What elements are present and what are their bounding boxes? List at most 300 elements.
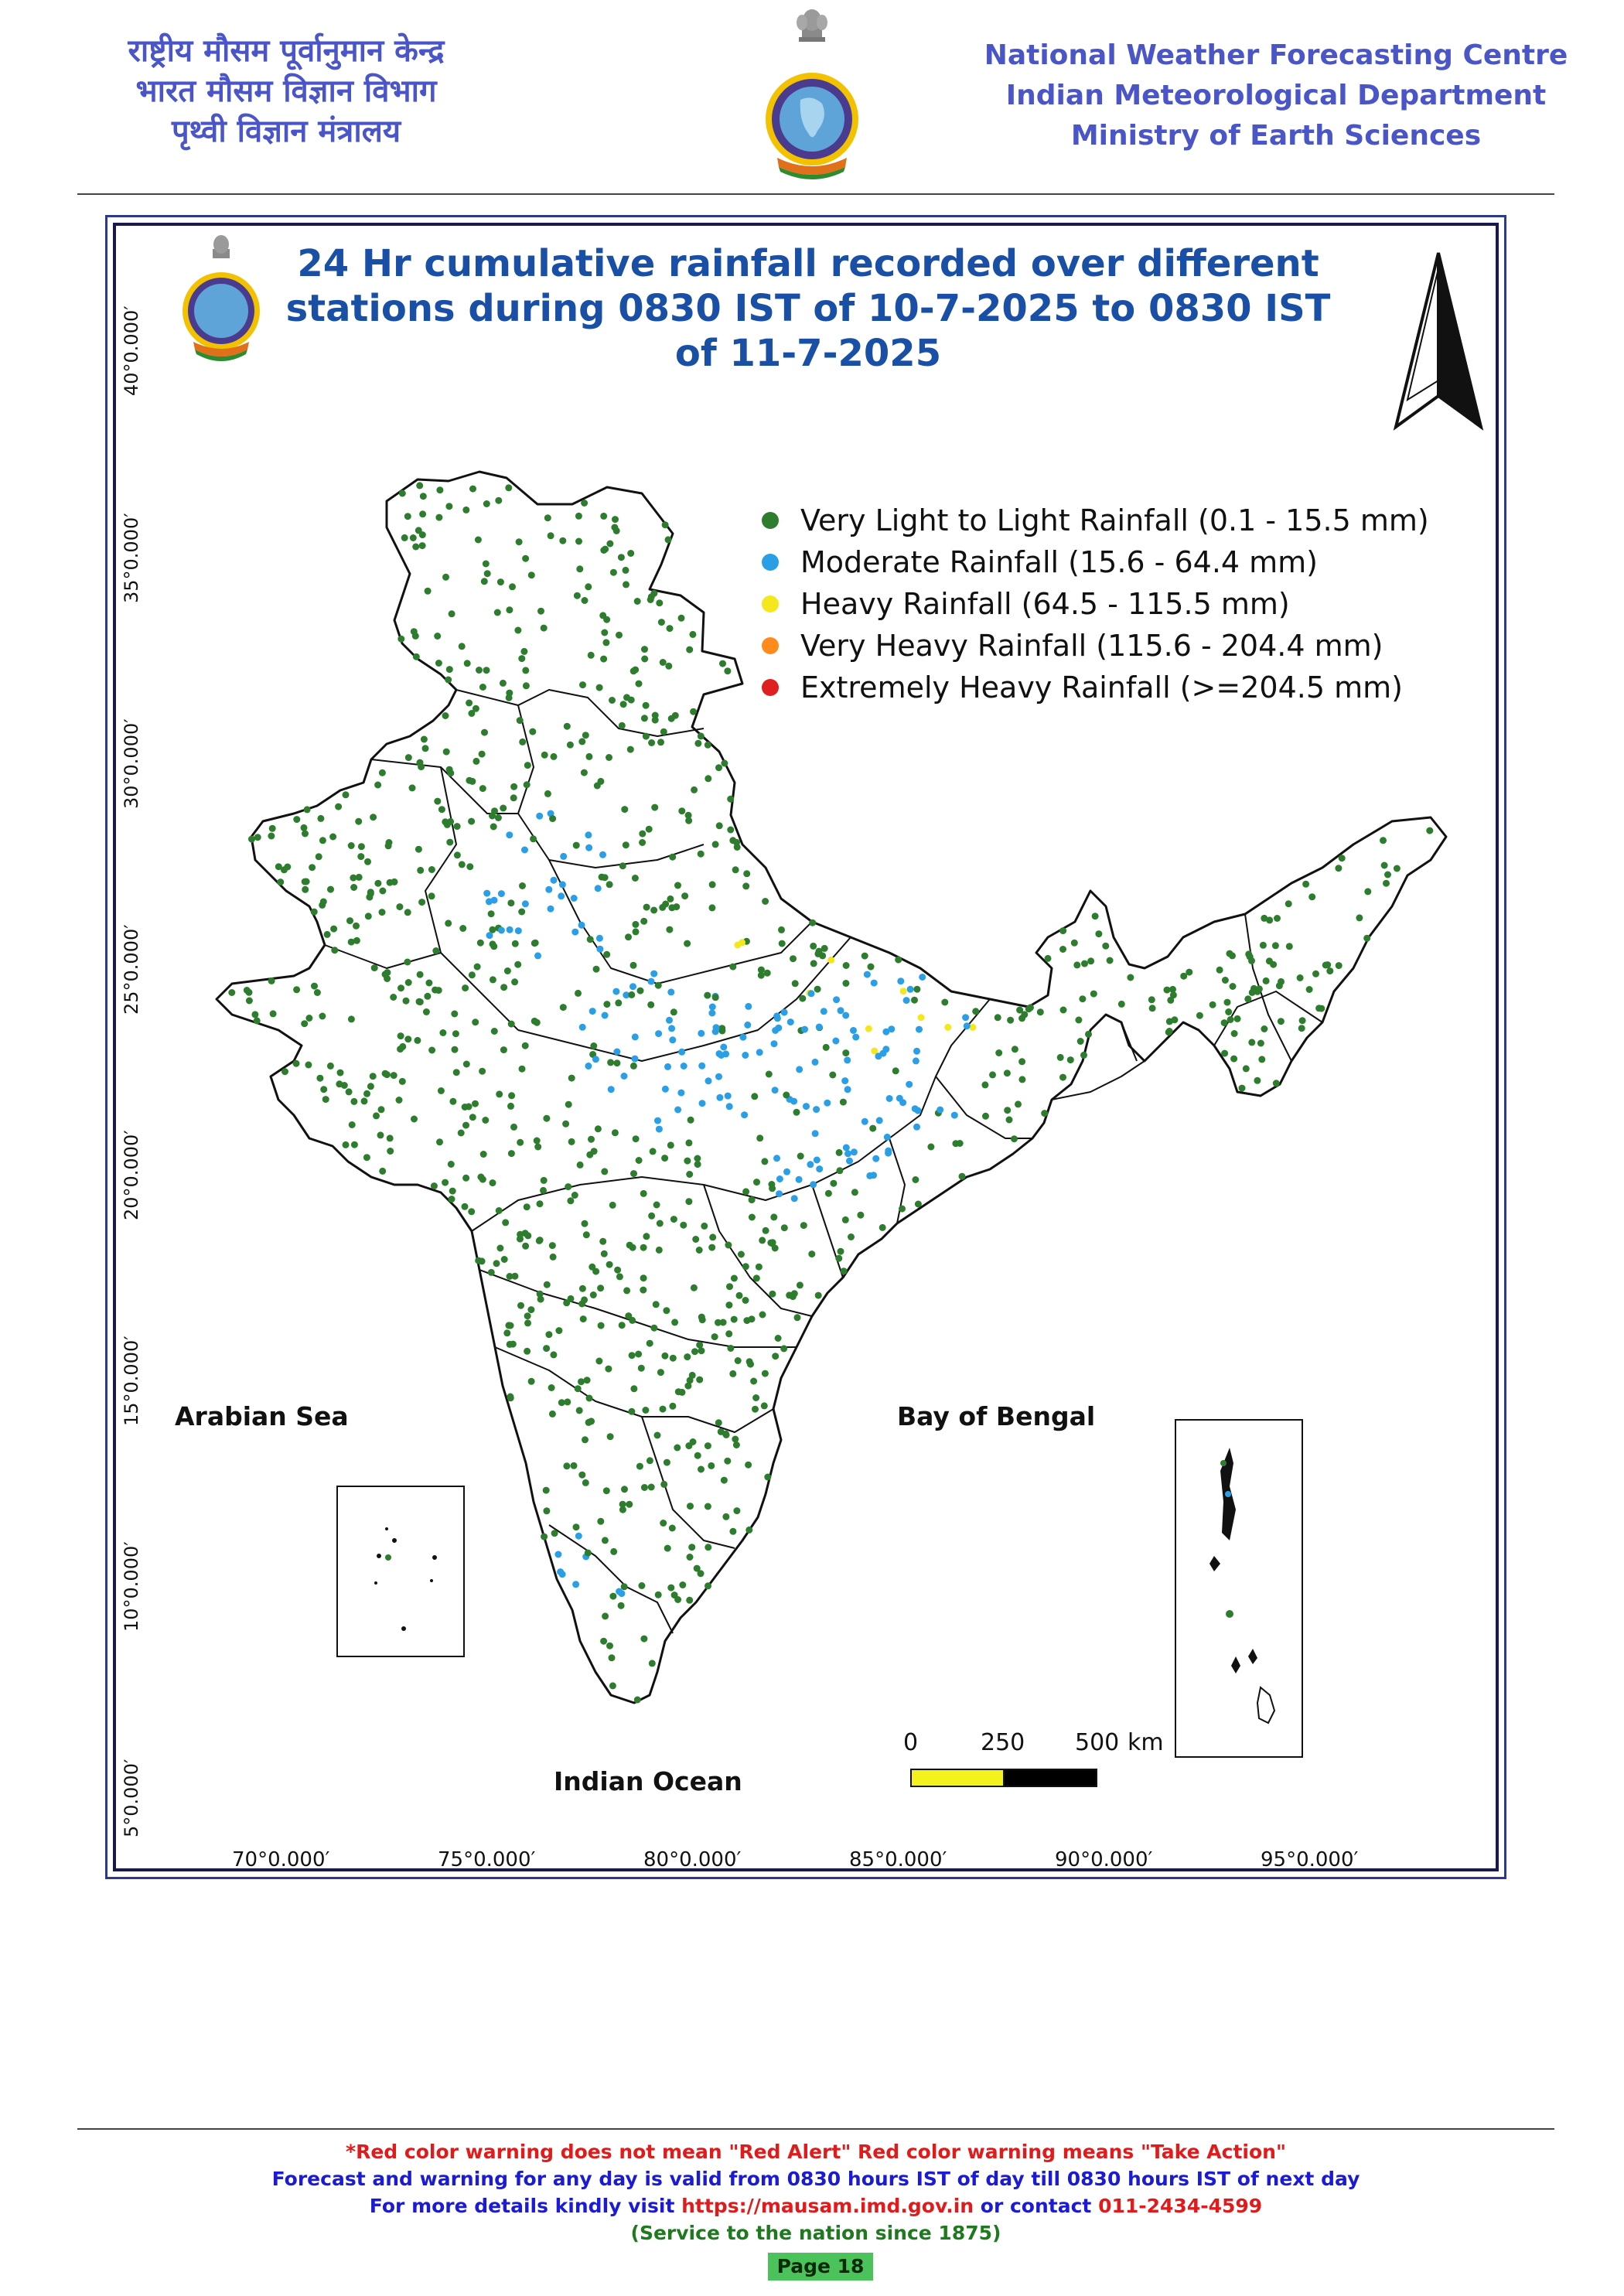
- station-point: [809, 919, 816, 926]
- station-point: [647, 1340, 653, 1347]
- station-point: [691, 1348, 698, 1355]
- station-point: [713, 1024, 720, 1031]
- station-point: [496, 1207, 503, 1214]
- station-point: [669, 854, 676, 861]
- station-point: [592, 1056, 599, 1063]
- station-point: [684, 1353, 691, 1360]
- station-point: [1092, 913, 1099, 919]
- station-point: [405, 979, 412, 986]
- station-point: [763, 1227, 769, 1234]
- station-point: [1171, 1016, 1178, 1023]
- station-point: [348, 1015, 355, 1022]
- bay-of-bengal-label: Bay of Bengal: [897, 1401, 1096, 1431]
- station-point: [1272, 942, 1279, 949]
- station-point: [371, 964, 378, 971]
- station-point: [585, 753, 592, 760]
- station-point: [694, 1452, 701, 1459]
- station-point: [599, 1238, 606, 1245]
- station-point: [379, 909, 386, 916]
- lon-label-70: 70°0.000′: [232, 1848, 330, 1871]
- station-point: [639, 831, 646, 838]
- station-point: [613, 1059, 620, 1066]
- footer-warning-line: *Red color warning does not mean "Red Alert" Red color warning means "Take Action": [346, 2141, 1286, 2163]
- station-point: [311, 909, 318, 916]
- station-point: [750, 1378, 757, 1385]
- station-point: [277, 878, 284, 885]
- station-point: [314, 989, 321, 996]
- station-point: [1299, 1017, 1306, 1024]
- station-point: [871, 980, 878, 987]
- station-point: [449, 1196, 455, 1203]
- station-point: [378, 1106, 385, 1113]
- station-point: [419, 542, 426, 549]
- station-point: [696, 1342, 703, 1349]
- station-point: [912, 1176, 919, 1183]
- station-point: [578, 1301, 585, 1308]
- station-point: [574, 592, 581, 599]
- station-point: [629, 1352, 636, 1359]
- station-point: [1380, 837, 1387, 844]
- scale-tick-0: 0: [903, 1729, 919, 1756]
- station-point: [756, 1264, 763, 1271]
- station-point: [575, 513, 582, 520]
- station-point: [442, 712, 449, 719]
- station-point: [534, 1019, 541, 1026]
- station-point: [842, 1049, 849, 1056]
- station-point: [353, 923, 360, 930]
- station-point: [701, 1223, 708, 1230]
- station-point: [841, 1267, 848, 1274]
- station-point: [582, 1220, 589, 1227]
- station-point: [409, 784, 416, 791]
- station-point: [399, 1078, 406, 1085]
- station-point: [353, 937, 360, 944]
- station-point: [667, 625, 674, 632]
- station-point: [814, 1157, 821, 1164]
- station-point: [348, 842, 355, 849]
- station-point: [531, 940, 538, 947]
- station-point: [491, 897, 498, 904]
- station-point: [1248, 1039, 1255, 1046]
- station-point: [731, 1316, 738, 1323]
- station-point: [687, 1117, 694, 1124]
- station-point: [438, 806, 445, 813]
- station-point: [609, 1593, 616, 1600]
- station-point: [479, 751, 486, 758]
- station-point: [1060, 1007, 1067, 1014]
- station-point: [869, 1125, 876, 1132]
- station-point: [548, 1384, 555, 1391]
- station-point: [618, 1602, 625, 1609]
- station-point: [698, 1063, 705, 1070]
- station-point: [584, 1377, 591, 1383]
- station-point: [790, 955, 797, 962]
- station-point: [698, 1314, 705, 1321]
- title-line-3: of 11-7-2025: [674, 332, 942, 375]
- station-point: [685, 817, 692, 824]
- station-point: [704, 992, 711, 999]
- station-point: [490, 1179, 496, 1186]
- lon-label-80: 80°0.000′: [643, 1848, 742, 1871]
- station-point: [758, 972, 765, 979]
- station-point: [507, 1273, 513, 1280]
- station-point: [1149, 1005, 1156, 1012]
- station-point: [670, 1355, 677, 1362]
- station-point: [522, 900, 529, 907]
- footer-divider: [77, 2128, 1554, 2130]
- station-point: [327, 886, 334, 893]
- station-point: [650, 907, 657, 914]
- station-point: [1383, 880, 1390, 887]
- station-point: [549, 1411, 556, 1418]
- station-point: [648, 1213, 655, 1220]
- station-point: [548, 532, 554, 539]
- station-point: [1335, 865, 1342, 872]
- station-point: [459, 643, 466, 650]
- station-point: [602, 1012, 609, 1019]
- station-point: [661, 1155, 668, 1162]
- station-point: [479, 684, 486, 691]
- red-dot-icon: [762, 679, 779, 696]
- station-point: [575, 1385, 582, 1392]
- station-point: [497, 578, 504, 585]
- station-point: [733, 839, 740, 846]
- station-point: [638, 1365, 645, 1372]
- station-point: [636, 681, 643, 687]
- station-point: [551, 753, 558, 760]
- station-point: [735, 1357, 742, 1364]
- station-point: [732, 1436, 739, 1443]
- station-point: [764, 1474, 771, 1481]
- station-point: [379, 769, 386, 776]
- station-point: [636, 1463, 643, 1470]
- station-point: [377, 1131, 384, 1138]
- lat-label-30: 30°0.000′: [121, 718, 142, 809]
- station-point: [1127, 974, 1134, 981]
- station-point: [1278, 1018, 1285, 1025]
- station-point: [387, 1134, 394, 1141]
- station-point: [496, 1090, 503, 1097]
- station-point: [897, 977, 904, 984]
- station-point: [350, 884, 357, 891]
- station-point: [643, 702, 650, 709]
- station-point: [560, 1004, 567, 1011]
- legend-label: Moderate Rainfall (15.6 - 64.4 mm): [800, 545, 1319, 579]
- station-point: [562, 1121, 569, 1128]
- station-point: [615, 999, 622, 1006]
- station-point: [351, 1141, 358, 1148]
- station-point: [1381, 862, 1388, 869]
- station-point: [483, 667, 490, 674]
- station-point: [269, 825, 276, 832]
- station-point: [284, 864, 291, 871]
- station-point: [1266, 957, 1273, 964]
- station-point: [585, 1419, 592, 1426]
- station-point: [500, 805, 507, 812]
- station-point: [582, 1436, 589, 1443]
- station-point: [663, 1307, 670, 1314]
- station-point: [588, 652, 595, 659]
- station-point: [442, 1179, 449, 1186]
- station-point: [708, 904, 715, 911]
- station-point: [468, 710, 475, 717]
- station-point: [302, 831, 309, 838]
- station-point: [649, 1660, 656, 1667]
- station-point: [648, 1484, 655, 1491]
- station-point: [982, 1113, 989, 1120]
- station-point: [912, 1105, 919, 1112]
- station-point: [861, 1118, 868, 1125]
- station-point: [587, 936, 594, 943]
- station-point: [937, 1107, 943, 1114]
- station-point: [446, 839, 453, 846]
- station-point: [518, 655, 525, 662]
- station-point: [517, 1139, 524, 1146]
- station-point: [813, 1106, 820, 1113]
- station-point: [851, 1189, 858, 1196]
- station-point: [712, 841, 719, 848]
- orange-dot-icon: [762, 637, 779, 654]
- station-point: [501, 1256, 508, 1263]
- station-point: [571, 895, 578, 902]
- station-point: [462, 1203, 469, 1210]
- station-point: [727, 1345, 734, 1352]
- station-point: [884, 1134, 891, 1141]
- station-point: [1227, 950, 1233, 957]
- station-point: [494, 609, 501, 616]
- station-point: [519, 1066, 526, 1073]
- station-point: [627, 550, 634, 557]
- station-point: [544, 1281, 551, 1288]
- station-point: [779, 940, 786, 947]
- station-point: [436, 486, 443, 493]
- station-point: [741, 1111, 748, 1118]
- footer-contact-pre: For more details kindly visit: [369, 2195, 682, 2217]
- station-point: [476, 667, 483, 674]
- station-point: [1278, 978, 1285, 985]
- station-point: [1057, 1054, 1064, 1061]
- station-point: [638, 1582, 645, 1589]
- station-point: [957, 1140, 964, 1147]
- station-point: [435, 514, 442, 521]
- station-point: [537, 1237, 544, 1244]
- station-point: [560, 853, 567, 860]
- station-point: [832, 1038, 839, 1045]
- station-point: [327, 1063, 334, 1070]
- station-point: [488, 910, 495, 917]
- station-point: [830, 1180, 837, 1187]
- station-point: [651, 804, 658, 811]
- station-point: [800, 1222, 807, 1229]
- legend-label: Very Light to Light Rainfall (0.1 - 15.5 mm): [800, 503, 1429, 537]
- station-point: [293, 986, 300, 993]
- yellow-dot-icon: [762, 595, 779, 612]
- station-point: [630, 1063, 637, 1070]
- station-point: [827, 957, 834, 964]
- station-point: [616, 1588, 623, 1595]
- station-point: [691, 1284, 698, 1291]
- station-point: [640, 1636, 647, 1643]
- station-point: [1186, 969, 1192, 976]
- station-point: [670, 1216, 677, 1223]
- station-point: [678, 1049, 685, 1056]
- station-point: [573, 1523, 580, 1530]
- station-point: [620, 701, 627, 708]
- english-line-1: National Weather Forecasting Centre: [984, 39, 1568, 71]
- station-point: [350, 875, 357, 882]
- station-point: [1225, 1008, 1232, 1015]
- station-point: [879, 1224, 886, 1231]
- station-point: [752, 1394, 759, 1401]
- station-point: [1059, 946, 1066, 953]
- station-point: [564, 723, 571, 730]
- station-point: [634, 1697, 641, 1704]
- station-point: [696, 1247, 703, 1254]
- station-point: [451, 1011, 458, 1018]
- station-point: [722, 1513, 729, 1520]
- station-point: [534, 952, 541, 959]
- station-point: [558, 892, 565, 899]
- station-point: [989, 1071, 996, 1078]
- station-point: [749, 1196, 756, 1203]
- station-point: [1322, 962, 1329, 969]
- station-point: [745, 1003, 752, 1010]
- station-point: [781, 1009, 788, 1016]
- station-point: [660, 1481, 667, 1488]
- station-point: [522, 1243, 529, 1250]
- station-point: [370, 814, 377, 820]
- station-point: [268, 977, 275, 984]
- station-point: [674, 1596, 681, 1603]
- station-point: [1087, 957, 1094, 964]
- station-point: [425, 588, 432, 595]
- station-point: [490, 940, 496, 947]
- station-point: [434, 633, 441, 640]
- station-point: [507, 926, 513, 933]
- station-point: [692, 1236, 699, 1243]
- station-point: [665, 663, 672, 670]
- station-point: [1221, 1019, 1228, 1026]
- lakshadweep-inset: [337, 1486, 464, 1656]
- station-point: [510, 1341, 517, 1348]
- station-point: [589, 1264, 595, 1271]
- station-point: [1037, 1008, 1044, 1015]
- station-point: [316, 853, 322, 860]
- station-point: [364, 858, 371, 865]
- station-point: [601, 1168, 608, 1175]
- station-point: [472, 1018, 479, 1025]
- station-point: [541, 625, 548, 632]
- station-point: [787, 1018, 794, 1025]
- station-point: [739, 939, 745, 946]
- station-point: [609, 1682, 616, 1689]
- station-point: [503, 1329, 510, 1336]
- station-point: [650, 1325, 657, 1332]
- station-point: [597, 1284, 604, 1291]
- station-point: [643, 733, 650, 740]
- station-point: [1148, 996, 1155, 1003]
- station-point: [304, 806, 311, 813]
- legend-label: Very Heavy Rainfall (115.6 - 204.4 mm): [800, 629, 1383, 663]
- station-point: [1308, 893, 1315, 900]
- station-point: [1258, 1056, 1265, 1063]
- station-point: [479, 1257, 486, 1264]
- station-point: [365, 913, 372, 919]
- station-point: [396, 1097, 403, 1104]
- station-point: [469, 778, 476, 785]
- station-point: [833, 996, 840, 1003]
- station-point: [667, 896, 674, 902]
- station-point: [742, 882, 749, 889]
- station-point: [616, 632, 623, 639]
- station-point: [1257, 1040, 1264, 1047]
- station-point: [483, 890, 490, 897]
- station-point: [445, 503, 452, 510]
- station-point: [675, 1388, 682, 1395]
- station-point: [522, 667, 529, 674]
- station-point: [319, 1013, 326, 1020]
- station-point: [491, 1028, 498, 1035]
- station-point: [844, 1086, 851, 1093]
- lat-label-5: 5°0.000′: [121, 1759, 142, 1837]
- station-point: [705, 1582, 711, 1589]
- station-point: [1239, 1085, 1246, 1092]
- station-point: [1007, 1017, 1014, 1024]
- station-point: [420, 493, 427, 500]
- station-point: [610, 1548, 617, 1555]
- station-point: [581, 500, 588, 507]
- station-point: [749, 1315, 756, 1322]
- station-point: [681, 892, 688, 899]
- station-point: [509, 583, 516, 590]
- station-point: [694, 1161, 701, 1168]
- station-point: [640, 1244, 647, 1251]
- station-point: [527, 1306, 534, 1313]
- station-point: [1426, 827, 1433, 834]
- station-point: [449, 610, 455, 617]
- station-point: [548, 906, 554, 913]
- station-point: [597, 1518, 604, 1525]
- station-point: [472, 1100, 479, 1107]
- station-point: [370, 1073, 377, 1080]
- station-point: [747, 1361, 754, 1368]
- station-point: [705, 1442, 711, 1449]
- station-point: [585, 1550, 592, 1557]
- station-point: [944, 1024, 951, 1031]
- footer-website-link[interactable]: https://mausam.imd.gov.in: [681, 2195, 974, 2217]
- station-point: [725, 1330, 732, 1337]
- station-point: [567, 1197, 574, 1204]
- station-point: [1302, 881, 1309, 888]
- station-point: [508, 1092, 515, 1099]
- station-point: [428, 892, 435, 899]
- station-point: [709, 1233, 716, 1240]
- station-point: [1018, 1058, 1025, 1065]
- station-point: [808, 1250, 815, 1257]
- station-point: [907, 986, 914, 993]
- station-point: [761, 1402, 768, 1409]
- station-point: [1073, 961, 1080, 968]
- lat-label-25: 25°0.000′: [121, 924, 142, 1015]
- station-point: [824, 1100, 831, 1107]
- station-point: [1059, 1074, 1066, 1081]
- station-point: [812, 1059, 819, 1066]
- station-point: [1107, 957, 1114, 964]
- station-point: [623, 694, 630, 701]
- station-point: [742, 1052, 749, 1059]
- station-point: [568, 1138, 575, 1145]
- north-arrow-icon: [1396, 253, 1481, 427]
